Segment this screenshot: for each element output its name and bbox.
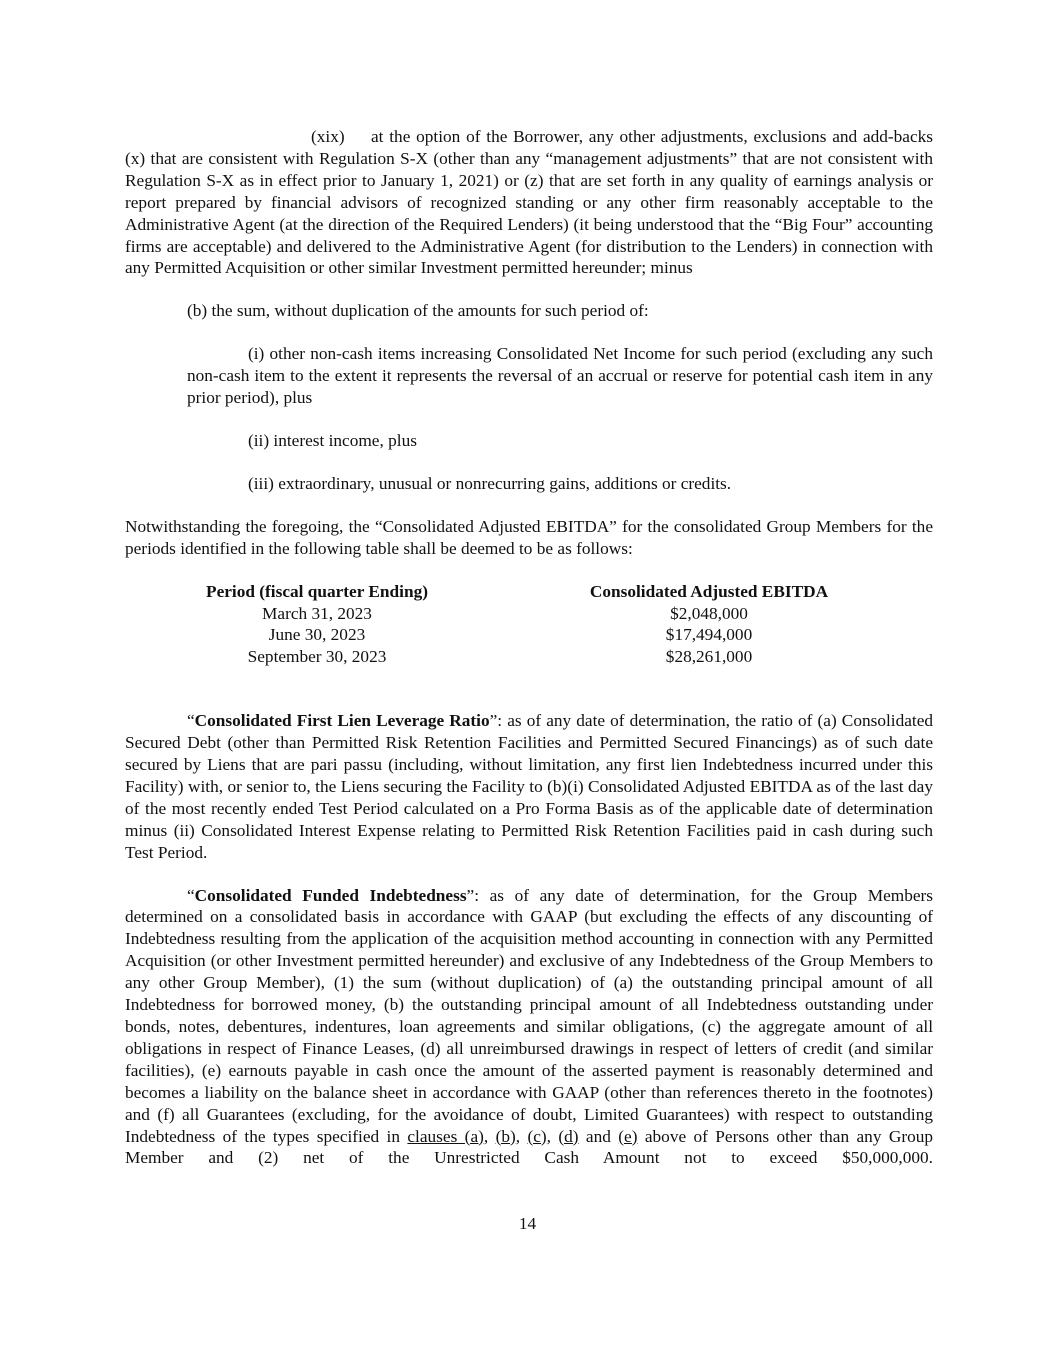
table-cell-period: June 30, 2023	[268, 625, 366, 645]
table-cell-value: $28,261,000	[665, 647, 753, 667]
document-page	[125, 126, 933, 1169]
table-row	[125, 646, 933, 668]
clause-reference-d: (d)	[558, 1126, 579, 1146]
column-header-period: Period (fiscal quarter Ending)	[206, 581, 428, 601]
table-row	[125, 603, 933, 625]
clause-reference-c: (c)	[527, 1126, 547, 1146]
open-quote: “	[187, 711, 195, 731]
conjunction: and	[578, 1126, 619, 1146]
table-row	[125, 624, 933, 646]
ebitda-table	[125, 581, 933, 669]
definition-text: ”: as of any date of determination, the ratio of (a) Consolidated Secured Debt (other than Permitted Risk Retention Facilities and Permitted Secured Financings) as of such date secured by Liens that are pari passu (including, without limitation, any first lien Indebtedness incurred under this Facility) with, or senior to, the Liens securing the Facility to (b)(i) Consolidated Adjusted EBITDA as of the last day of the most recently ended Test Period calculated on a Pro Forma Basis as of the applicable date of determination minus (ii) Consolidated Interest Expense relating to Permitted Risk Retention Facilities paid in cash during such Test Period.	[125, 711, 933, 862]
definition-text: ”: as of any date of determination, for the Group Members determined on a consolidated basis in accordance with GAAP (but excluding the effects of any discounting of Indebtedness resulting from the application of the acquisition method accounting in connection with any Permitted Acquisition (or other Investment permitted hereunder) and exclusive of any Indebtedness of the Group Members to any other Group Member), (1) the sum (without duplication) of (a) the outstanding principal amount of all Indebtedness for borrowed money, (b) the outstanding principal amount of all Indebtedness outstanding under bonds, notes, debentures, indentures, loan agreements and similar obligations, (c) the aggregate amount of all obligations in respect of Finance Leases, (d) all unreimbursed drawings in respect of letters of credit (and similar facilities), (e) earnouts payable in cash once the amount of the asserted payment is reasonably determined and becomes a liability on the balance sheet in accordance with GAAP (other than references thereto in the footnotes) and (f) all Guarantees (excluding, for the avoidance of doubt, Limited Guarantees) with respect to outstanding Indebtedness of the types specified in	[125, 885, 934, 1146]
definition-first-lien-leverage-ratio	[125, 710, 933, 863]
clause-xix	[125, 126, 933, 279]
separator: ,	[515, 1126, 528, 1146]
clause-b-iii: (iii) extraordinary, unusual or nonrecurring gains, additions or credits.	[248, 473, 732, 493]
open-quote: “	[187, 885, 195, 905]
column-header-ebitda: Consolidated Adjusted EBITDA	[589, 581, 829, 601]
table-cell-value: $17,494,000	[665, 625, 753, 645]
separator: ,	[546, 1126, 559, 1146]
separator: ,	[483, 1126, 496, 1146]
notwithstanding-paragraph: Notwithstanding the foregoing, the “Consolidated Adjusted EBITDA” for the consolidated Group Members for the periods identified in the following table shall be deemed to be as follows:	[125, 516, 933, 558]
clause-reference-a: clauses (a)	[407, 1126, 484, 1146]
definition-tail: above of Persons other than any Group Member and (2) net of the Unrestricted Cash Amount not to exceed $50,000,000.	[125, 1126, 934, 1168]
clause-b-intro: (b) the sum, without duplication of the amounts for such period of:	[187, 301, 649, 321]
table-cell-period: September 30, 2023	[247, 647, 387, 667]
clause-xix-text: at the option of the Borrower, any other adjustments, exclusions and add-backs (x) that are consistent with Regulation S-X (other than any “management adjustments” that are not consistent with Regulation S-X as in effect prior to January 1, 2021) or (z) that are set forth in any quality of earnings analysis or report prepared by financial advisors of recognized standing or any other firm reasonably acceptable to the Administrative Agent (at the direction of the Required Lenders) (it being understood that the “Big Four” accounting firms are acceptable) and delivered to the Administrative Agent (for distribution to the Lenders) in connection with any Permitted Acquisition or other similar Investment permitted hereunder; minus	[125, 127, 933, 278]
clause-reference-e: (e)	[618, 1126, 638, 1146]
defined-term: Consolidated First Lien Leverage Ratio	[194, 711, 490, 731]
clause-b-i: (i) other non-cash items increasing Consolidated Net Income for such period (excluding any such non-cash item to the extent it represents the reversal of an accrual or reserve for potential cash item in any prior period), plus	[187, 344, 933, 408]
table-cell-period: March 31, 2023	[262, 603, 372, 623]
table-header	[125, 581, 933, 603]
defined-term: Consolidated Funded Indebtedness	[194, 885, 467, 905]
clause-xix-number: (xix)	[311, 127, 345, 146]
clause-b-ii: (ii) interest income, plus	[248, 430, 417, 450]
page-number: 14	[518, 1214, 537, 1233]
clause-reference-b: (b)	[495, 1126, 516, 1146]
definition-funded-indebtedness	[125, 885, 933, 1170]
table-cell-value: $2,048,000	[670, 603, 748, 623]
